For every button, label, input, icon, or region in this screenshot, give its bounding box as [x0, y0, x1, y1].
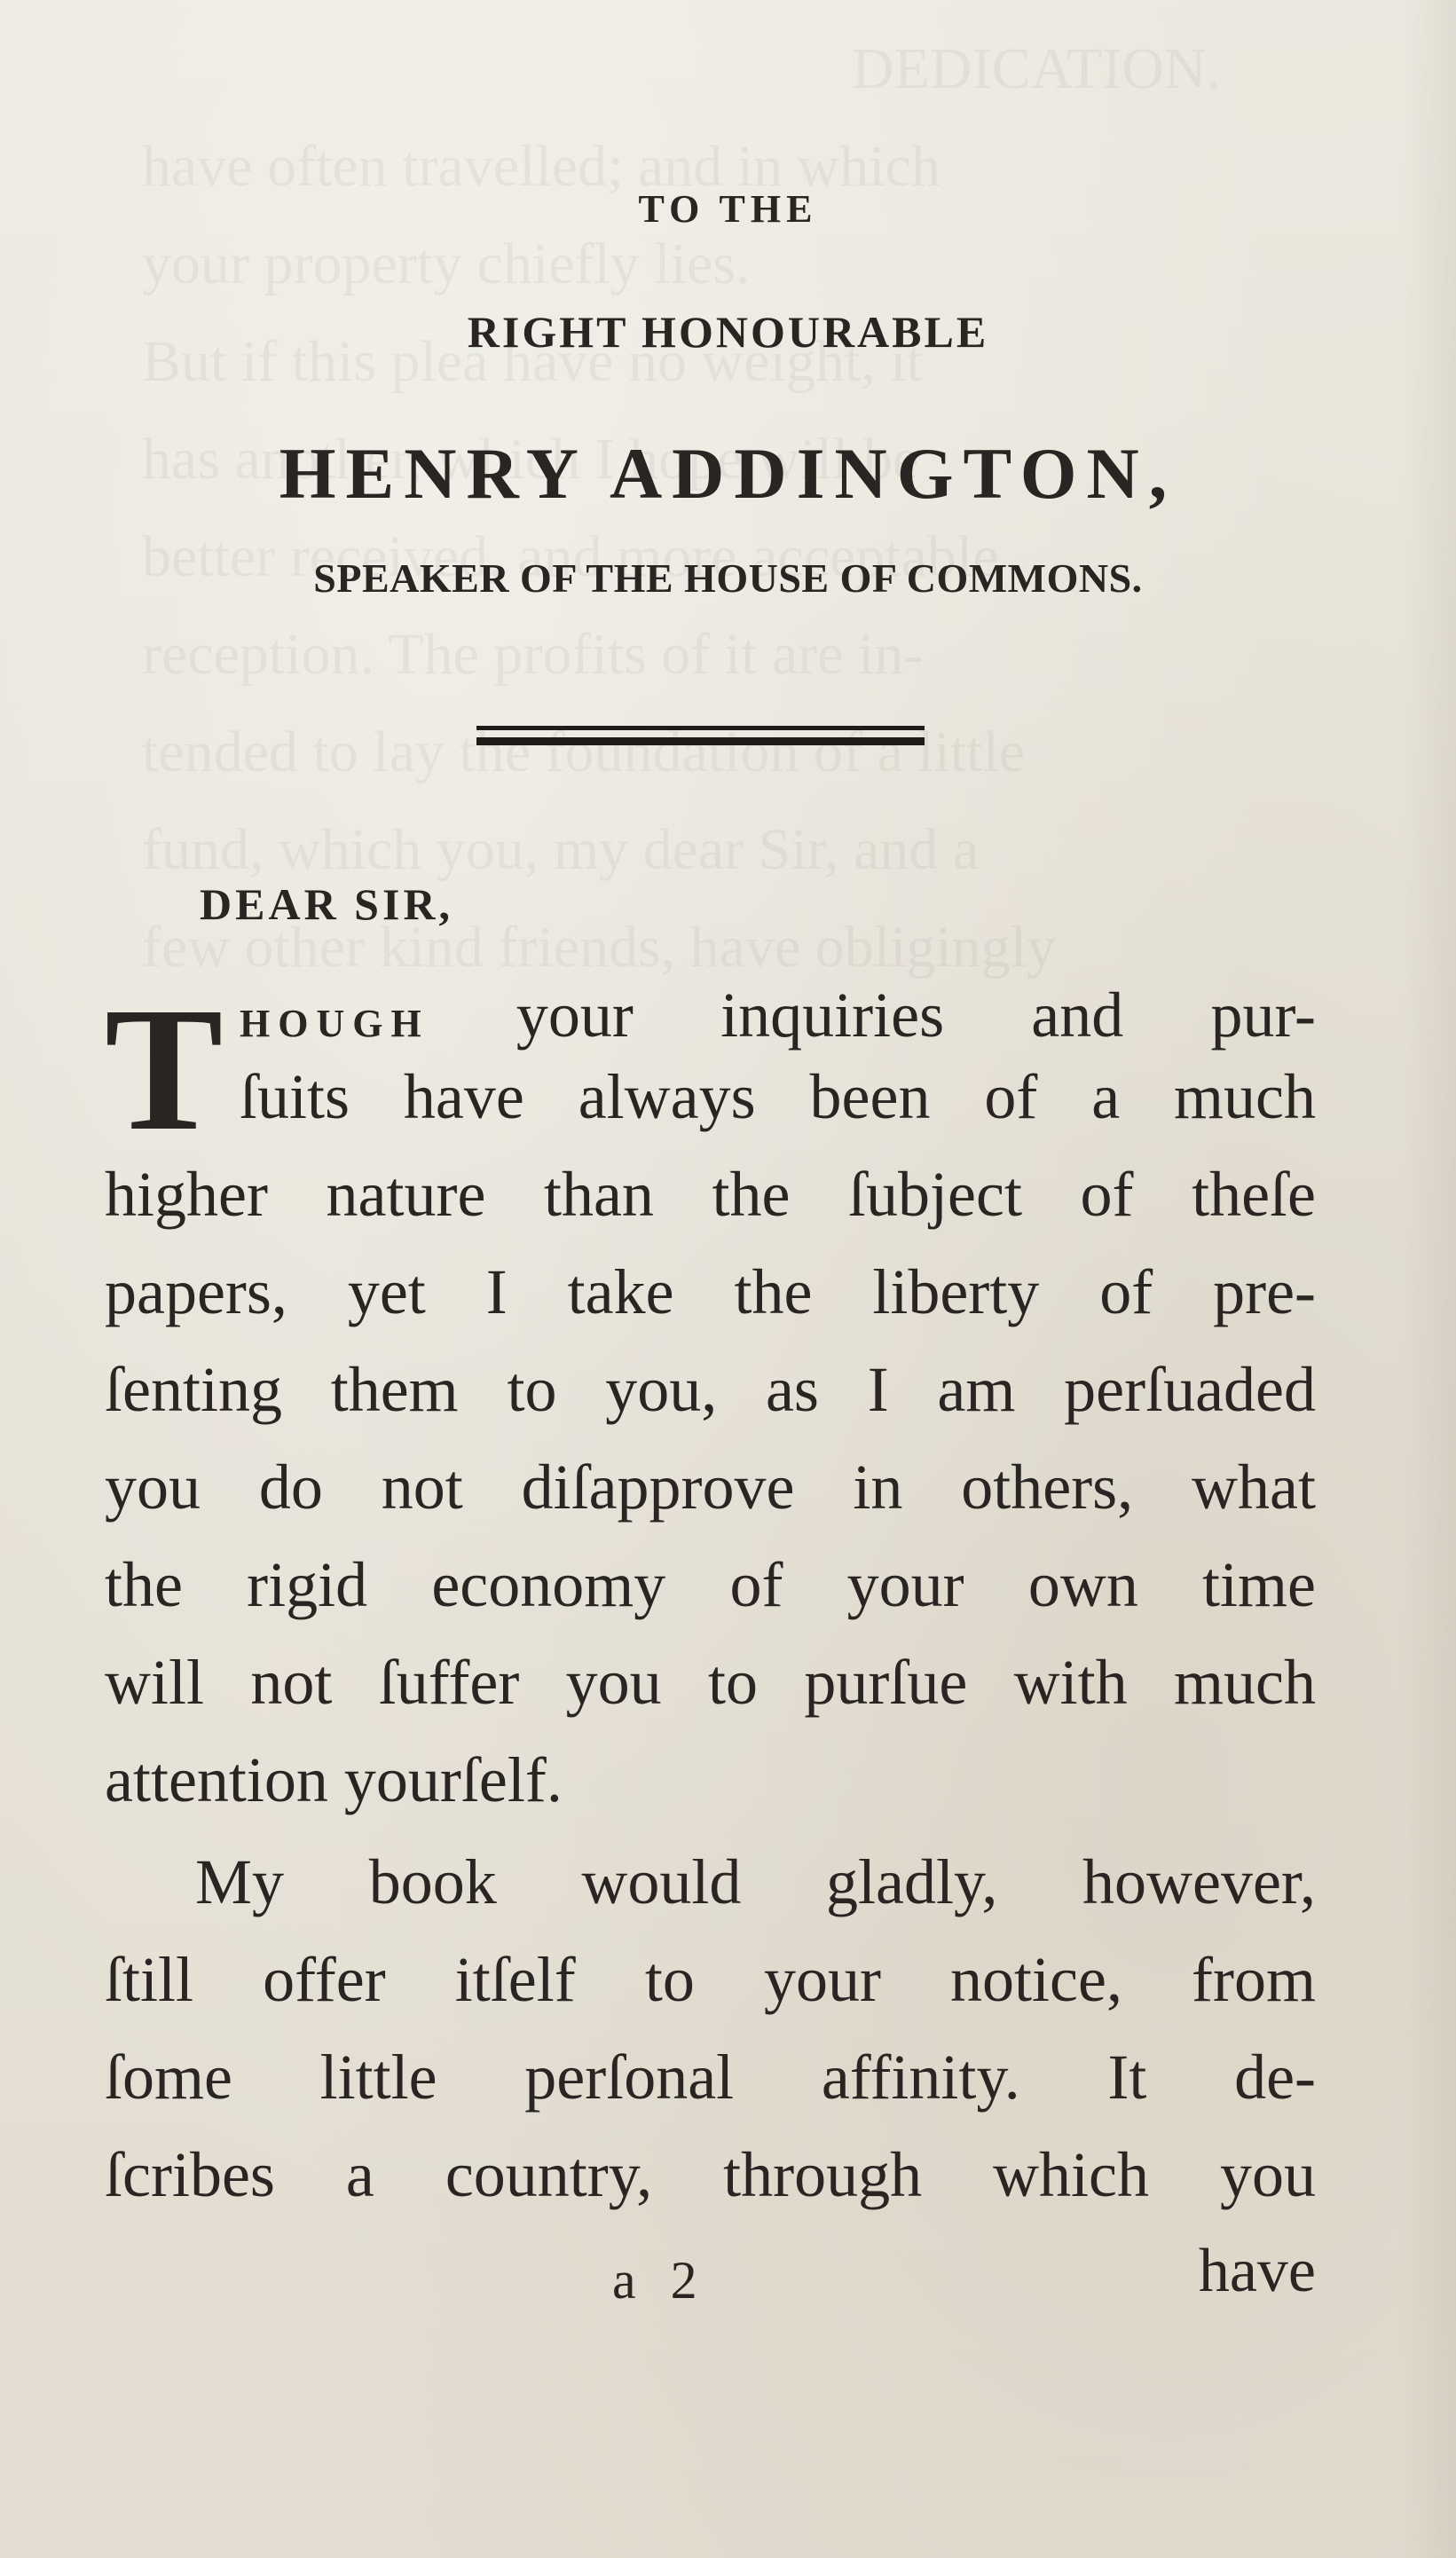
salutation: DEAR SIR,: [200, 879, 454, 929]
show-through-text: [852, 35, 1221, 103]
drop-cap: T: [105, 972, 224, 1168]
text-line: ſtill offer itſelf to your notice, from: [105, 1944, 1316, 2015]
catchword: have: [1198, 2237, 1316, 2305]
text-line: ſuits have always been of a much: [240, 1061, 1316, 1132]
text-line: papers, yet I take the liberty of pre-: [105, 1256, 1316, 1327]
double-rule-bottom: [476, 737, 925, 745]
text-line: you do not diſapprove in others, what: [105, 1452, 1316, 1523]
text-line: will not ſuffer you to purſue with much: [105, 1647, 1316, 1718]
page-edge-shadow: [1403, 0, 1456, 2558]
heading-to-the: TO THE: [638, 187, 818, 231]
dedicatee-name: HENRY ADDINGTON,: [279, 433, 1177, 514]
text-line: ſome little perſonal affinity. It de-: [105, 2042, 1316, 2113]
double-rule-top: [476, 726, 925, 730]
text-line: attention yourſelf.: [105, 1744, 563, 1815]
text-line: higher nature than the ſubject of theſe: [105, 1159, 1316, 1230]
show-through-text: [142, 231, 750, 298]
signature-mark: a 2: [612, 2251, 708, 2310]
text-line: ſcribes a country, through which you: [105, 2139, 1316, 2210]
show-through-text: [142, 816, 979, 884]
text-line: the rigid economy of your own time: [105, 1549, 1316, 1620]
text-line: My book would gladly, however,: [195, 1846, 1316, 1917]
text-line-content: your inquiries and pur-: [516, 980, 1316, 1051]
show-through-text: [142, 621, 923, 689]
dedicatee-title: SPEAKER OF THE HOUSE OF COMMONS.: [313, 555, 1143, 601]
text-line: [240, 980, 1316, 1051]
heading-right-honourable: RIGHT HONOURABLE: [467, 307, 989, 357]
first-word-small-caps: HOUGH: [240, 1002, 429, 1045]
text-line: ſenting them to you, as I am perſuaded: [105, 1354, 1316, 1425]
